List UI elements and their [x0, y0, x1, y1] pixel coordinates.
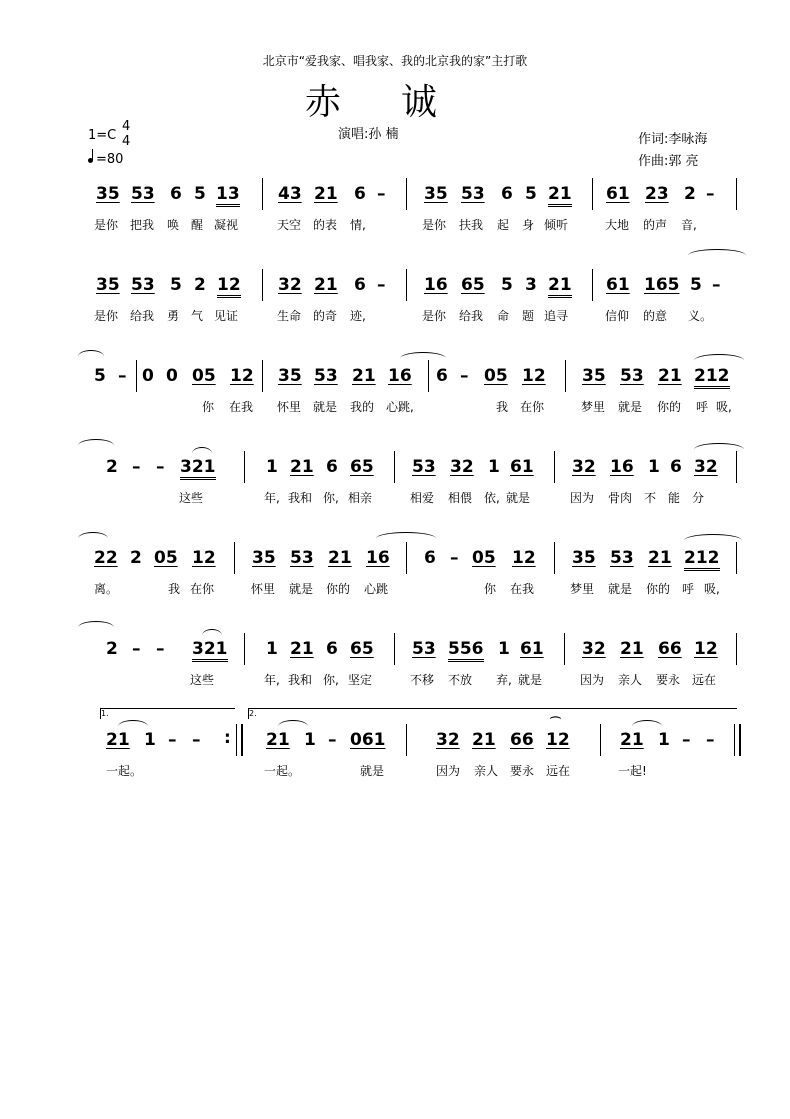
lyric: 相偎	[448, 491, 473, 505]
note: 321	[180, 457, 216, 480]
note: 05	[154, 548, 178, 568]
note: 35	[96, 275, 120, 295]
dash: –	[377, 184, 386, 204]
lyric: 是你	[94, 309, 119, 323]
barline	[406, 178, 407, 210]
note: 16	[366, 548, 390, 568]
lyric: 你的	[646, 582, 671, 596]
lyric: 就是	[360, 764, 385, 778]
lyric: 就是	[506, 491, 531, 505]
tie	[78, 621, 114, 634]
lyric: 呼	[696, 400, 709, 414]
dash: –	[328, 730, 337, 750]
notes-row	[84, 544, 746, 574]
note: 61	[520, 639, 544, 659]
repeat-barline	[236, 724, 243, 756]
rest: 0	[166, 366, 178, 386]
note: 1	[266, 639, 278, 659]
note: 1	[266, 457, 278, 477]
barline	[592, 178, 593, 210]
note: 6	[670, 457, 682, 477]
note: 5	[94, 366, 106, 386]
note: 32	[694, 457, 718, 477]
note: 21	[548, 275, 572, 298]
note: 16	[610, 457, 634, 477]
barline	[592, 269, 593, 301]
lyric: 就是	[518, 673, 543, 687]
time-signature	[122, 119, 130, 149]
barline	[428, 360, 429, 392]
note: 53	[290, 548, 314, 568]
note: 21	[620, 730, 644, 750]
note: 66	[510, 730, 534, 750]
dash: –	[682, 730, 691, 750]
note: 21	[648, 548, 672, 568]
composer-credit: 作曲:郭 亮	[638, 154, 699, 169]
note: 21	[472, 730, 496, 750]
lyric: 不放	[448, 673, 473, 687]
lyric: 坚定	[348, 673, 373, 687]
volta-1-label: 1.	[101, 709, 109, 718]
note: 35	[582, 366, 606, 386]
lyric: 勇	[167, 309, 180, 323]
lyric: 就是	[608, 582, 633, 596]
note: 53	[131, 184, 155, 204]
dash: –	[192, 730, 201, 750]
note: 6	[170, 184, 182, 204]
lyric: 见证	[214, 309, 239, 323]
lyricist-credit: 作词:李咏海	[638, 132, 708, 147]
note: 05	[484, 366, 508, 386]
note: 6	[424, 548, 436, 568]
lyric: 起	[497, 218, 510, 232]
lyric: 你	[484, 582, 497, 596]
lyric: 的意	[643, 309, 668, 323]
lyric: 梦里	[581, 400, 606, 414]
note: 21	[314, 275, 338, 295]
lyric: 命	[497, 309, 510, 323]
note: 61	[510, 457, 534, 477]
lyric: 呼	[682, 582, 695, 596]
lyric: 的奇	[313, 309, 338, 323]
note: 21	[290, 639, 314, 659]
dash: –	[156, 639, 165, 659]
lyric: 这些	[179, 491, 204, 505]
note: 21	[548, 184, 572, 207]
lyric: 相爱	[410, 491, 435, 505]
lyric: 梦里	[570, 582, 595, 596]
lyric: 就是	[289, 582, 314, 596]
barline	[600, 724, 601, 756]
note: 65	[350, 639, 374, 659]
tie	[78, 439, 114, 452]
final-barline	[734, 724, 741, 756]
lyric: 骨肉	[608, 491, 633, 505]
lyric: 你	[202, 400, 215, 414]
note: 6	[354, 184, 366, 204]
notes-row	[84, 716, 746, 756]
note: 35	[278, 366, 302, 386]
note: 2	[194, 275, 206, 295]
note: 1	[498, 639, 510, 659]
note: 21	[658, 366, 682, 386]
lyric: 音,	[681, 218, 697, 232]
tie	[694, 354, 744, 367]
lyric: 远在	[546, 764, 571, 778]
barline	[565, 360, 566, 392]
note: 53	[412, 639, 436, 659]
note: 1	[648, 457, 660, 477]
lyric: 吸,	[704, 582, 720, 596]
lyric: 就是	[618, 400, 643, 414]
note: 32	[582, 639, 606, 659]
note: 6	[501, 184, 513, 204]
lyric: 你,	[323, 673, 339, 687]
dash: –	[450, 548, 459, 568]
note: 6	[354, 275, 366, 295]
lyric: 信仰	[605, 309, 630, 323]
note: 32	[278, 275, 302, 295]
lyric: 天空	[277, 218, 302, 232]
note: 65	[350, 457, 374, 477]
dash: –	[168, 730, 177, 750]
lyric: 不移	[410, 673, 435, 687]
repeat-sign: :	[224, 728, 231, 748]
rest: 0	[142, 366, 154, 386]
note: 12	[512, 548, 536, 568]
tie	[400, 352, 446, 365]
lyric: 就是	[313, 400, 338, 414]
note: 21	[314, 184, 338, 204]
lyric: 是你	[94, 218, 119, 232]
barline	[564, 633, 565, 665]
note: 53	[461, 184, 485, 204]
barline	[736, 451, 737, 483]
barline	[406, 269, 407, 301]
lyric: 在我	[229, 400, 254, 414]
note: 53	[610, 548, 634, 568]
lyric: 要永	[510, 764, 535, 778]
note: 165	[644, 275, 680, 295]
note: 21	[620, 639, 644, 659]
note: 1	[144, 730, 156, 750]
note: 5	[525, 184, 537, 204]
lyric: 心跳	[364, 582, 389, 596]
lyric: 大地	[605, 218, 630, 232]
barline	[234, 542, 235, 574]
dash: –	[118, 366, 127, 386]
lyric: 怀里	[277, 400, 302, 414]
dash: –	[132, 639, 141, 659]
lyric: 怀里	[251, 582, 276, 596]
note: 43	[278, 184, 302, 204]
notes-row	[84, 271, 746, 301]
lyric: 心跳,	[386, 400, 414, 414]
note: 6	[326, 457, 338, 477]
lyric: 身	[522, 218, 535, 232]
lyric: 吸,	[716, 400, 732, 414]
lyric: 一起!	[618, 764, 647, 778]
note: 061	[350, 730, 386, 750]
lyric: 要永	[656, 673, 681, 687]
barline	[406, 542, 407, 574]
tie	[78, 532, 108, 545]
note: 16	[388, 366, 412, 386]
note: 2	[130, 548, 142, 568]
note: 5	[170, 275, 182, 295]
note: 5	[690, 275, 702, 295]
singer-credit: 演唱:孙 楠	[338, 127, 399, 142]
barline	[554, 542, 555, 574]
barline	[244, 451, 245, 483]
lyric: 你,	[323, 491, 339, 505]
notes-row	[84, 362, 746, 392]
notes-row	[84, 453, 746, 483]
note: 12	[694, 639, 718, 659]
lyric: 依,	[484, 491, 500, 505]
note: 23	[645, 184, 669, 204]
dash: –	[156, 457, 165, 477]
volta-1-bracket	[100, 708, 235, 719]
barline	[736, 178, 737, 210]
lyric: 凝视	[214, 218, 239, 232]
lyric: 远在	[692, 673, 717, 687]
lyric: 是你	[422, 218, 447, 232]
note: 05	[192, 366, 216, 386]
lyric: 因为	[580, 673, 605, 687]
note: 1	[488, 457, 500, 477]
lyric: 我和	[288, 491, 313, 505]
lyric: 醒	[191, 218, 204, 232]
note: 2	[106, 457, 118, 477]
lyric: 在你	[520, 400, 545, 414]
dash: –	[706, 184, 715, 204]
note: 53	[131, 275, 155, 295]
dash: –	[377, 275, 386, 295]
song-subtitle: 北京市“爱我家、唱我家、我的北京我的家”主打歌	[262, 54, 528, 68]
note: 35	[572, 548, 596, 568]
note: 35	[96, 184, 120, 204]
lyric: 你的	[326, 582, 351, 596]
barline	[394, 633, 395, 665]
lyric: 在我	[510, 582, 535, 596]
lyric: 的表	[313, 218, 338, 232]
note: 32	[436, 730, 460, 750]
note: 12	[546, 730, 570, 750]
lyric: 迹,	[350, 309, 366, 323]
note: 13	[216, 184, 240, 207]
tempo-value: =80	[96, 152, 124, 167]
lyric: 弃,	[496, 673, 512, 687]
barline	[136, 360, 137, 392]
barline	[244, 633, 245, 665]
lyric: 我	[496, 400, 509, 414]
tie	[684, 534, 742, 547]
lyric: 一起。	[264, 764, 301, 778]
lyric: 在你	[190, 582, 215, 596]
note: 12	[522, 366, 546, 386]
note: 1	[658, 730, 670, 750]
lyric: 追寻	[544, 309, 569, 323]
time-signature-top: 4	[122, 119, 131, 134]
lyric: 相亲	[348, 491, 373, 505]
lyric: 倾听	[544, 218, 569, 232]
dash: –	[132, 457, 141, 477]
tempo-marking	[88, 152, 123, 167]
barline	[736, 633, 737, 665]
note: 12	[230, 366, 254, 386]
note: 21	[328, 548, 352, 568]
note: 5	[501, 275, 513, 295]
lyric: 我	[168, 582, 181, 596]
note: 32	[572, 457, 596, 477]
note: 2	[106, 639, 118, 659]
notes-row	[84, 635, 746, 665]
note: 2	[684, 184, 696, 204]
lyric: 唤	[167, 218, 180, 232]
note: 61	[606, 275, 630, 295]
lyric: 把我	[130, 218, 155, 232]
lyric: 年,	[264, 673, 280, 687]
barline	[554, 451, 555, 483]
note: 6	[436, 366, 448, 386]
lyric: 的声	[643, 218, 668, 232]
note: 66	[658, 639, 682, 659]
fermata-icon: ⌒	[550, 716, 561, 729]
dash: –	[712, 275, 721, 295]
barline	[262, 178, 263, 210]
barline	[736, 542, 737, 574]
lyric: 题	[522, 309, 535, 323]
lyric: 我和	[288, 673, 313, 687]
dash: –	[706, 730, 715, 750]
lyric: 你的	[657, 400, 682, 414]
note: 1	[304, 730, 316, 750]
time-signature-bottom: 4	[122, 134, 131, 149]
barline	[262, 360, 263, 392]
note: 21	[290, 457, 314, 477]
note: 21	[106, 730, 130, 750]
lyric: 亲人	[474, 764, 499, 778]
lyric: 年,	[264, 491, 280, 505]
barline	[262, 269, 263, 301]
lyric: 一起。	[106, 764, 143, 778]
lyric: 我的	[350, 400, 375, 414]
tie	[78, 350, 104, 363]
note: 212	[684, 548, 720, 571]
tie	[688, 249, 746, 262]
lyric: 扶我	[459, 218, 484, 232]
lyric: 因为	[436, 764, 461, 778]
note: 321	[192, 639, 228, 662]
note: 53	[412, 457, 436, 477]
barline	[406, 724, 407, 756]
barline	[394, 451, 395, 483]
note: 35	[424, 184, 448, 204]
note: 22	[94, 548, 118, 568]
note: 53	[314, 366, 338, 386]
lyric: 气	[191, 309, 204, 323]
lyric: 因为	[570, 491, 595, 505]
quarter-note-icon	[88, 158, 93, 163]
lyric: 不	[644, 491, 657, 505]
note: 61	[606, 184, 630, 204]
note: 35	[252, 548, 276, 568]
note: 53	[620, 366, 644, 386]
note: 05	[472, 548, 496, 568]
note: 12	[192, 548, 216, 568]
song-title: 赤诚	[305, 82, 498, 123]
lyric: 是你	[422, 309, 447, 323]
note: 32	[450, 457, 474, 477]
note: 212	[694, 366, 730, 389]
note: 21	[352, 366, 376, 386]
note: 12	[217, 275, 241, 298]
volta-2-bracket	[248, 708, 737, 719]
dash: –	[460, 366, 469, 386]
lyric: 情,	[350, 218, 366, 232]
note: 5	[194, 184, 206, 204]
notes-row	[84, 180, 746, 210]
lyric: 能	[668, 491, 681, 505]
lyric: 义。	[688, 309, 713, 323]
lyric: 给我	[130, 309, 155, 323]
lyric: 这些	[190, 673, 215, 687]
note: 16	[424, 275, 448, 295]
note: 3	[525, 275, 537, 295]
lyric: 生命	[277, 309, 302, 323]
volta-2-label: 2.	[249, 709, 257, 718]
note: 65	[461, 275, 485, 295]
lyric: 离。	[94, 582, 119, 596]
note: 21	[266, 730, 290, 750]
note: 556	[448, 639, 484, 662]
tie	[202, 629, 222, 642]
note: 6	[326, 639, 338, 659]
lyric: 给我	[459, 309, 484, 323]
key-signature: 1=C	[88, 128, 117, 143]
tie	[192, 447, 212, 460]
lyric: 分	[692, 491, 705, 505]
lyric: 亲人	[618, 673, 643, 687]
